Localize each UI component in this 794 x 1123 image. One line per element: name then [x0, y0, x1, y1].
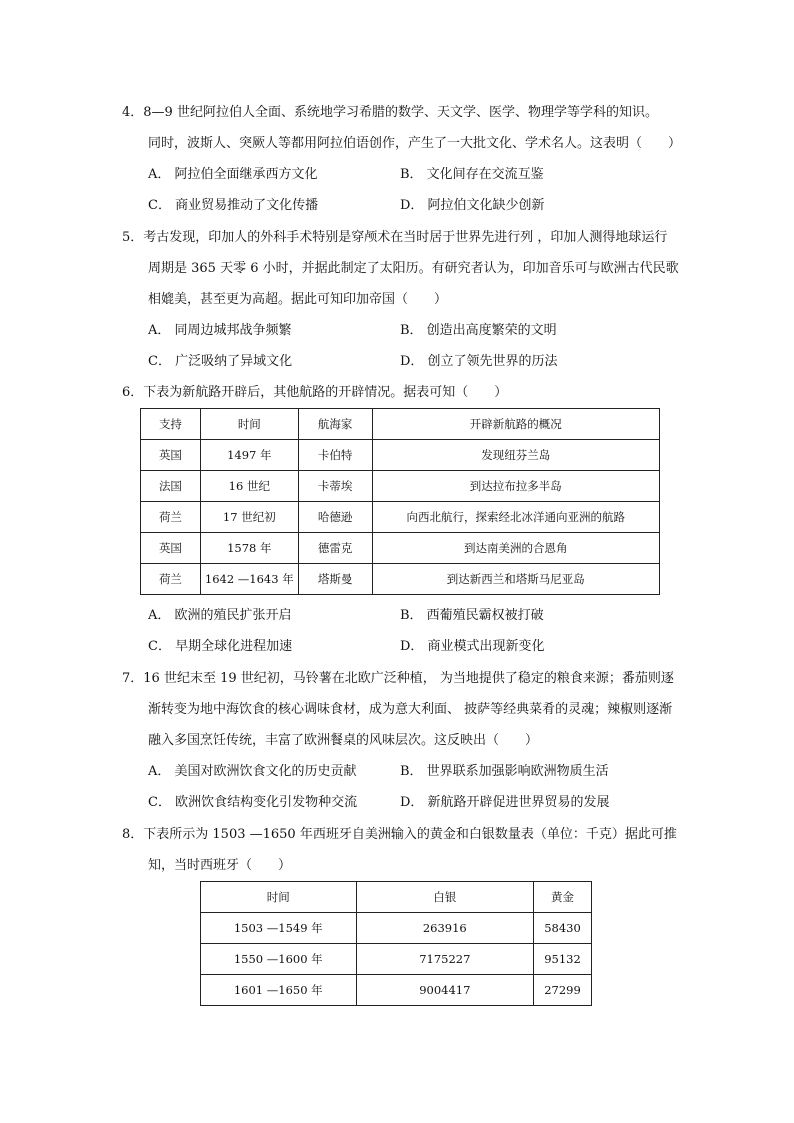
q4-stem-line2: 同时，波斯人、突厥人等都用阿拉伯语创作，产生了一大批文化、学术名人。这表明（ ） — [148, 136, 682, 151]
q7-stem-line3: 融入多国烹饪传统，丰富了欧洲餐桌的风味层次。这反映出（ ） — [148, 733, 539, 748]
q4-option-a[interactable]: A． 阿拉伯全面继承西方文化 — [148, 167, 318, 182]
q8-stem-line1: 8．下表所示为 1503 —1650 年西班牙自美洲输入的黄金和白银数量表（单位：千克）据此可推 — [122, 827, 677, 842]
table-cell: 7175227 — [356, 944, 534, 975]
table-header-cell: 开辟新航路的概况 — [372, 409, 659, 440]
table-cell: 卡伯特 — [298, 440, 372, 471]
table-cell: 16 世纪 — [200, 471, 298, 502]
table-cell: 263916 — [356, 913, 534, 944]
table-cell: 塔斯曼 — [298, 564, 372, 595]
table-row — [141, 440, 660, 471]
q6-option-b[interactable]: B． 西葡殖民霸权被打破 — [400, 608, 544, 623]
table-cell: 英国 — [141, 533, 201, 564]
table-cell: 哈德逊 — [298, 502, 372, 533]
q6-stem: 6．下表为新航路开辟后，其他航路的开辟情况。据表可知（ ） — [122, 385, 508, 400]
table-cell: 1503 —1549 年 — [201, 913, 357, 944]
table-row — [141, 564, 660, 595]
table-header-cell: 黄金 — [534, 882, 592, 913]
q7-stem-line1: 7．16 世纪末至 19 世纪初，马铃薯在北欧广泛种植， 为当地提供了稳定的粮食来源；番茄则逐 — [122, 671, 674, 686]
table-row — [141, 533, 660, 564]
table-cell: 荷兰 — [141, 502, 201, 533]
q5-stem-line2: 周期是 365 天零 6 小时，并据此制定了太阳历。有研究者认为，印加音乐可与欧洲古代民歌 — [148, 261, 679, 276]
table-cell: 58430 — [534, 913, 592, 944]
q5-stem-line3: 相媲美，甚至更为高超。据此可知印加帝国（ ） — [148, 292, 448, 307]
table-header-cell: 支持 — [141, 409, 201, 440]
table-row — [201, 913, 592, 944]
q7-option-b[interactable]: B． 世界联系加强影响欧洲物质生活 — [400, 764, 609, 779]
table-header-cell: 时间 — [201, 882, 357, 913]
table-cell: 到达南美洲的合恩角 — [372, 533, 659, 564]
table-row — [141, 502, 660, 533]
table-cell: 1601 —1650 年 — [201, 975, 357, 1006]
q5-option-c[interactable]: C． 广泛吸纳了异域文化 — [148, 354, 293, 369]
table-cell: 95132 — [534, 944, 592, 975]
table-cell: 1497 年 — [200, 440, 298, 471]
q4-option-c[interactable]: C． 商业贸易推动了文化传播 — [148, 198, 319, 213]
table-row — [201, 975, 592, 1006]
table-cell: 1578 年 — [200, 533, 298, 564]
q4-option-b[interactable]: B． 文化间存在交流互鉴 — [400, 167, 544, 182]
table-cell: 1550 —1600 年 — [201, 944, 357, 975]
table-cell: 到达拉布拉多半岛 — [372, 471, 659, 502]
table-header-row — [201, 882, 592, 913]
table-cell: 到达新西兰和塔斯马尼亚岛 — [372, 564, 659, 595]
q5-option-b[interactable]: B． 创造出高度繁荣的文明 — [400, 323, 557, 338]
table-cell: 发现纽芬兰岛 — [372, 440, 659, 471]
q8-stem-line2: 知，当时西班牙（ ） — [148, 858, 292, 873]
table-cell: 卡蒂埃 — [298, 471, 372, 502]
q5-option-a[interactable]: A． 同周边城邦战争频繁 — [148, 323, 292, 338]
table-cell: 德雷克 — [298, 533, 372, 564]
q4-stem-line1: 4．8—9 世纪阿拉伯人全面、系统地学习希腊的数学、天文学、医学、物理学等学科的知识。 — [122, 105, 658, 120]
q6-voyage-table — [140, 408, 660, 595]
table-cell: 荷兰 — [141, 564, 201, 595]
table-header-row — [141, 409, 660, 440]
table-cell: 17 世纪初 — [200, 502, 298, 533]
table-row — [141, 471, 660, 502]
q7-stem-line2: 渐转变为地中海饮食的核心调味食材，成为意大利面、 披萨等经典菜肴的灵魂；辣椒则逐渐 — [148, 702, 673, 717]
q5-stem-line1: 5．考古发现，印加人的外科手术特别是穿颅术在当时居于世界先进行列 ，印加人测得地球运行 — [122, 230, 668, 245]
table-cell: 9004417 — [356, 975, 534, 1006]
q5-option-d[interactable]: D． 创立了领先世界的历法 — [400, 354, 558, 369]
q7-option-d[interactable]: D． 新航路开辟促进世界贸易的发展 — [400, 795, 610, 810]
q7-option-c[interactable]: C． 欧洲饮食结构变化引发物种交流 — [148, 795, 358, 810]
table-cell: 英国 — [141, 440, 201, 471]
q8-gold-silver-table — [200, 881, 592, 1006]
table-cell: 27299 — [534, 975, 592, 1006]
q6-option-c[interactable]: C． 早期全球化进程加速 — [148, 639, 293, 654]
table-row — [201, 944, 592, 975]
q4-option-d[interactable]: D． 阿拉伯文化缺少创新 — [400, 198, 545, 213]
table-cell: 1642 —1643 年 — [200, 564, 298, 595]
table-cell: 法国 — [141, 471, 201, 502]
q7-option-a[interactable]: A． 美国对欧洲饮食文化的历史贡献 — [148, 764, 357, 779]
table-header-cell: 白银 — [356, 882, 534, 913]
table-header-cell: 时间 — [200, 409, 298, 440]
q6-option-d[interactable]: D． 商业模式出现新变化 — [400, 639, 545, 654]
q6-option-a[interactable]: A． 欧洲的殖民扩张开启 — [148, 608, 292, 623]
table-cell: 向西北航行，探索经北冰洋通向亚洲的航路 — [372, 502, 659, 533]
table-header-cell: 航海家 — [298, 409, 372, 440]
